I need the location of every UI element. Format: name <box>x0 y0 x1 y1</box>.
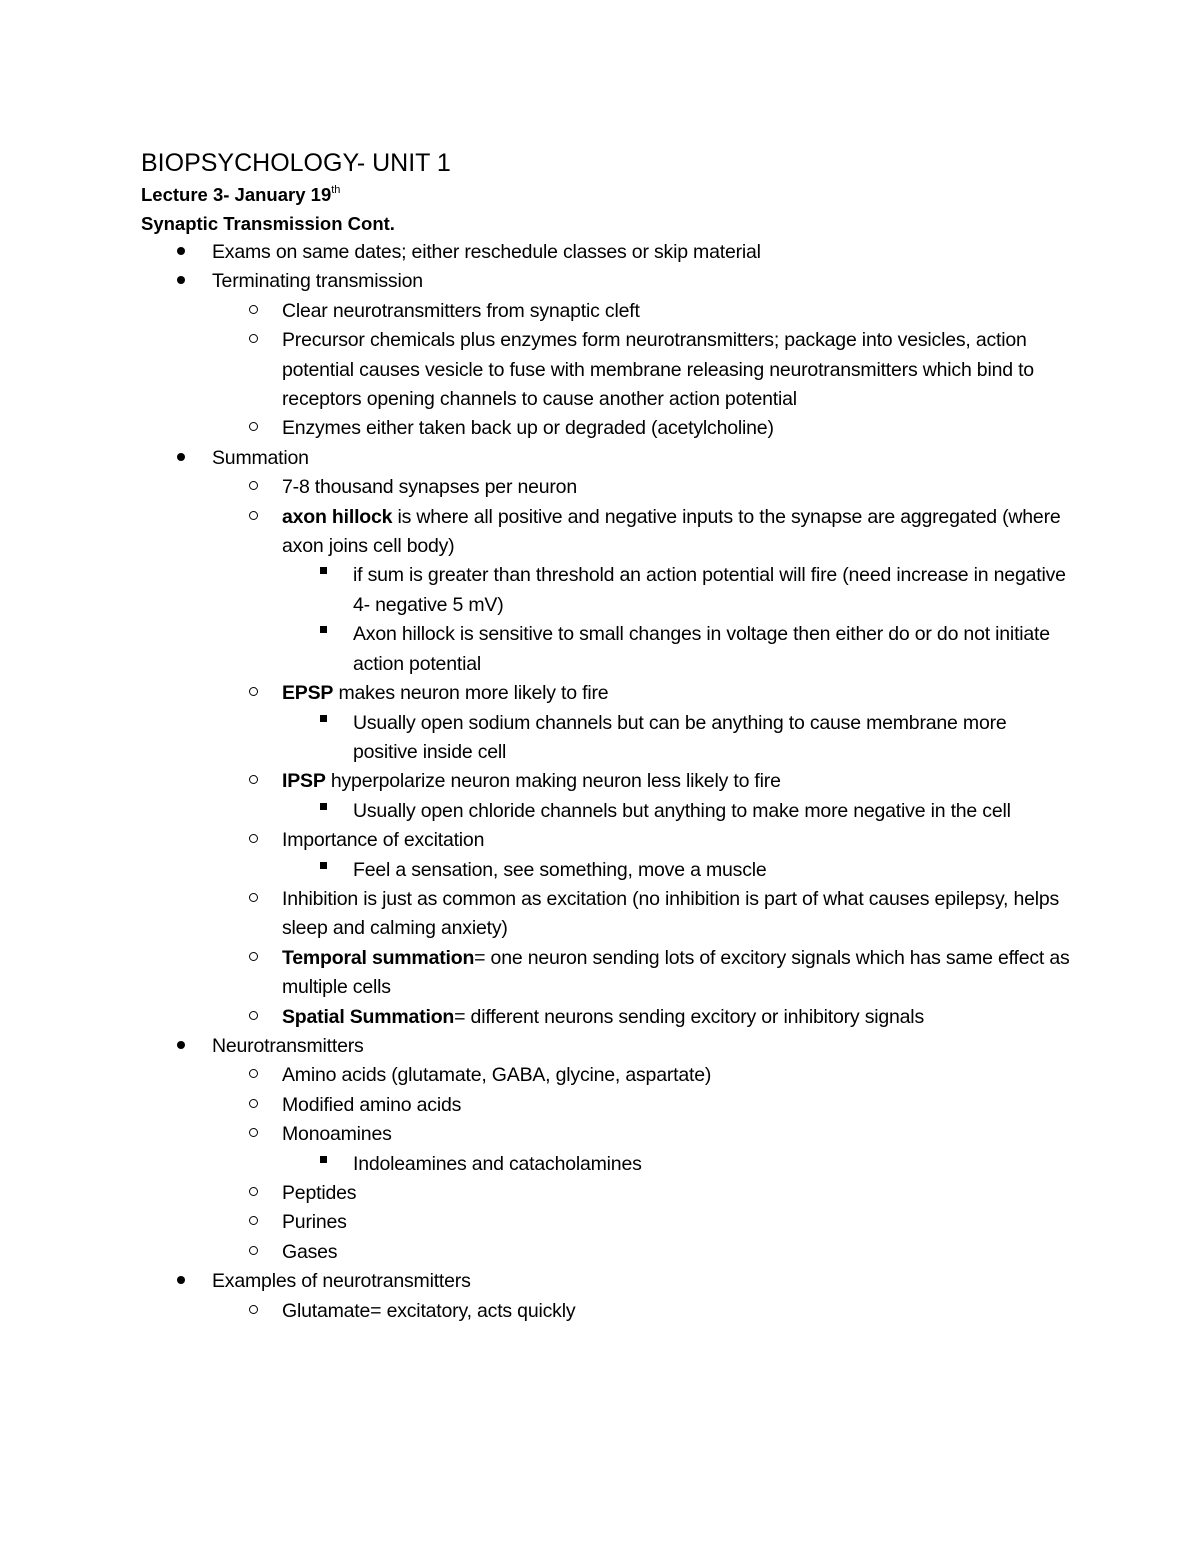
document-title: BIOPSYCHOLOGY- UNIT 1 <box>141 149 451 177</box>
bullet-circle-icon <box>243 1179 263 1208</box>
bullet-square-icon <box>313 561 333 590</box>
bullet-circle-icon <box>243 473 263 502</box>
bullet-circle-icon <box>243 297 263 326</box>
list-item-text: if sum is greater than threshold an action potential will fire (need increase in negative 4- negative 5 mV) <box>353 564 1066 616</box>
bullet-circle-icon <box>243 1003 263 1032</box>
bullet-circle-icon <box>243 1061 263 1090</box>
list-item <box>141 767 1071 796</box>
list-item-text: Axon hillock is sensitive to small changes in voltage then either do or do not initiate action potential <box>353 623 1050 675</box>
list-item-text: Usually open chloride channels but anything to make more negative in the cell <box>353 799 1011 822</box>
list-item <box>141 238 1071 267</box>
bullet-dot-icon <box>171 267 191 296</box>
bullet-circle-icon <box>243 679 263 708</box>
list-item <box>141 944 1071 1003</box>
list-item-text: Inhibition is just as common as excitation (no inhibition is part of what causes epilepsy, helps sleep and calming anxiety) <box>282 887 1060 940</box>
bullet-circle-icon <box>243 944 263 973</box>
list-item <box>141 1061 1071 1090</box>
list-item <box>141 709 1071 768</box>
list-item-text: hyperpolarize neuron making neuron less likely to fire <box>325 770 781 793</box>
bullet-dot-icon <box>171 238 191 267</box>
list-item <box>141 1032 1071 1061</box>
lecture-heading <box>141 180 1071 209</box>
list-item <box>141 620 1071 679</box>
list-item <box>141 1267 1071 1296</box>
bullet-circle-icon <box>243 414 263 443</box>
bullet-square-icon <box>313 709 333 738</box>
list-item <box>141 1091 1071 1120</box>
list-item-bold-term: EPSP <box>282 682 334 705</box>
list-item-text: Summation <box>212 446 309 469</box>
list-item-text: Amino acids (glutamate, GABA, glycine, aspartate) <box>282 1064 712 1087</box>
list-item <box>141 561 1071 620</box>
bullet-square-icon <box>313 797 333 826</box>
list-item-text: Terminating transmission <box>212 270 423 293</box>
list-item-bold-term: IPSP <box>282 770 326 793</box>
list-item-text: Gases <box>282 1240 338 1263</box>
list-item-text: Clear neurotransmitters from synaptic cleft <box>282 299 640 322</box>
list-item <box>141 267 1071 296</box>
list-item-text: Monoamines <box>282 1123 392 1146</box>
bullet-dot-icon <box>171 1267 191 1296</box>
bullet-circle-icon <box>243 1091 263 1120</box>
bullet-square-icon <box>313 1150 333 1179</box>
list-item <box>141 1208 1071 1237</box>
bullet-circle-icon <box>243 885 263 914</box>
list-item-text: Usually open sodium channels but can be anything to cause membrane more positive inside cell <box>353 711 1007 763</box>
list-item <box>141 1003 1071 1032</box>
list-item-text: Exams on same dates; either reschedule classes or skip material <box>212 241 761 263</box>
list-item <box>141 797 1071 826</box>
list-item-text: Indoleamines and catacholamines <box>353 1152 642 1175</box>
list-item <box>141 414 1071 443</box>
bullet-dot-icon <box>171 1032 191 1061</box>
list-item <box>141 503 1071 562</box>
bullet-circle-icon <box>243 503 263 532</box>
list-item-bold-term: Temporal summation <box>282 946 475 969</box>
list-item-text: Examples of neurotransmitters <box>212 1270 471 1293</box>
list-item-text: Feel a sensation, see something, move a muscle <box>353 858 767 881</box>
list-item <box>141 1179 1071 1208</box>
bullet-dot-icon <box>171 444 191 473</box>
list-item <box>141 1120 1071 1149</box>
bullet-circle-icon <box>243 1238 263 1267</box>
list-item <box>141 326 1071 414</box>
lecture-heading-text: Lecture 3- January 19 <box>141 184 332 205</box>
bullet-circle-icon <box>243 1208 263 1237</box>
list-item-text: = one neuron sending lots of excitory signals which has same effect as multiple cells <box>282 946 1070 999</box>
list-item <box>141 473 1071 502</box>
list-item <box>141 297 1071 326</box>
bullet-circle-icon <box>243 1297 263 1326</box>
document-content <box>141 146 1071 1326</box>
list-item-text: 7-8 thousand synapses per neuron <box>282 476 577 499</box>
bullet-circle-icon <box>243 826 263 855</box>
list-item-bold-term: axon hillock <box>282 505 393 528</box>
list-item-text: Enzymes either taken back up or degraded (acetylcholine) <box>282 417 774 440</box>
section-heading: Synaptic Transmission Cont. <box>141 213 395 234</box>
list-item <box>141 444 1071 473</box>
list-item-text: Modified amino acids <box>282 1093 462 1116</box>
list-item <box>141 1150 1071 1179</box>
list-item <box>141 856 1071 885</box>
list-item-text: = different neurons sending excitory or inhibitory signals <box>454 1005 924 1028</box>
list-item-text: Importance of excitation <box>282 829 485 852</box>
list-item-bold-term: Spatial Summation <box>282 1005 455 1028</box>
bullet-circle-icon <box>243 767 263 796</box>
list-item-text: Peptides <box>282 1182 357 1204</box>
list-item <box>141 1238 1071 1267</box>
bullet-circle-icon <box>243 326 263 355</box>
list-item <box>141 679 1071 708</box>
bullet-square-icon <box>313 620 333 649</box>
bullet-circle-icon <box>243 1120 263 1149</box>
list-item-text: makes neuron more likely to fire <box>333 682 609 705</box>
list-item <box>141 826 1071 855</box>
list-item-text: Glutamate= excitatory, acts quickly <box>282 1299 576 1322</box>
lecture-heading-superscript: th <box>331 184 341 196</box>
bullet-square-icon <box>313 856 333 885</box>
list-item-text: Neurotransmitters <box>212 1034 364 1057</box>
list-item <box>141 1297 1071 1326</box>
list-item-text: Purines <box>282 1211 347 1234</box>
list-item <box>141 885 1071 944</box>
list-item-text: is where all positive and negative inputs to the synapse are aggregated (where axon joins cell body) <box>282 505 1061 558</box>
list-item-text: Precursor chemicals plus enzymes form neurotransmitters; package into vesicles, action potential causes vesicle to fuse with membrane releasing neurotransmitters which bind to receptors opening channels to cause another action potential <box>282 329 1034 411</box>
